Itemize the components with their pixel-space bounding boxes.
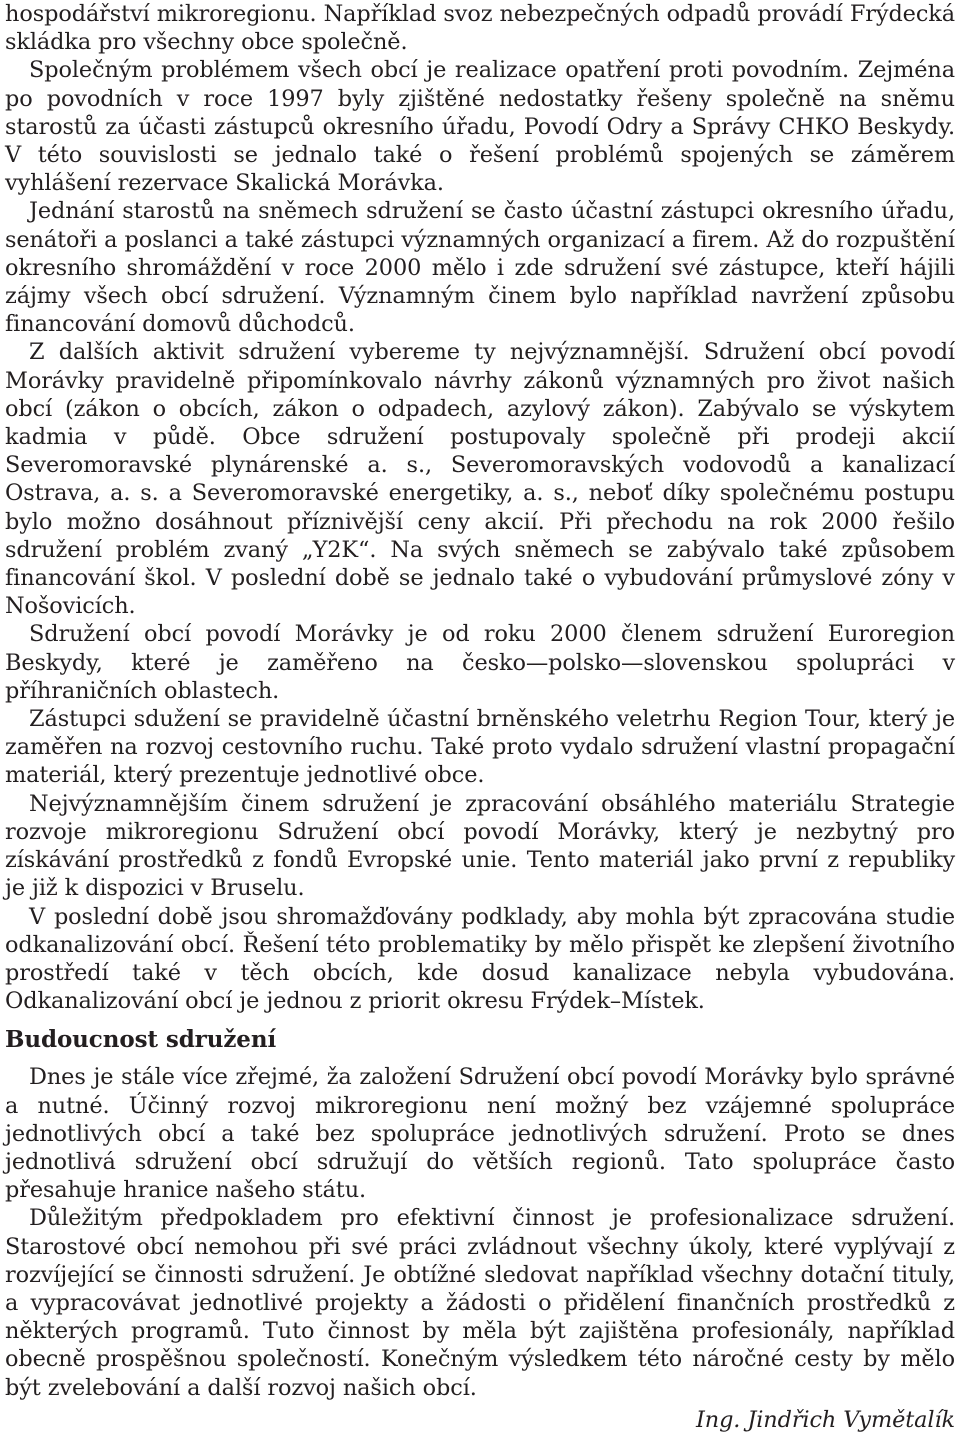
- paragraph-strategy: Nejvýznamnějším činem sdružení je zpracování obsáhlého materiálu Strategie rozvoje mikroregionu Sdružení obcí povodí Morávky, který je nezbytný pro získávání prostředků z fondů Evropské unie. Tento materiál jako první z republiky je již k dispozici v Bruselu.: [5, 790, 955, 902]
- section-heading: Budoucnost sdružení: [5, 1026, 277, 1054]
- paragraph-continuation: hospodářství mikroregionu. Například svoz nebezpečných odpadů provádí Frýdecká skládka pro všechny obce společně.: [5, 1, 955, 56]
- paragraph-future: Dnes je stále více zřejmé, ža založení Sdružení obcí povodí Morávky bylo správné a nutné. Účinný rozvoj mikroregionu není možný bez vzájemné spolupráce jednotlivých obcí a také bez spolupráce jednotlivých sdružení. Proto se dnes jednotlivá sdružení obcí sdružují do větších regionů. Tato spolupráce často přesahuje hranice našeho státu.: [5, 1064, 955, 1204]
- paragraph-meetings: Jednání starostů na sněmech sdružení se často účastní zástupci okresního úřadu, senátoři a poslanci a také zástupci významných organizací a firem. Až do rozpuštění okresního shromáždění v roce 2000 mělo i zde sdružení své zástupce, kteří hájili zájmy všech obcí sdružení. Významným činem bylo například navržení způsobu financování domovů důchodců.: [5, 198, 955, 338]
- author-signature: Ing. Jindřich Vymětalík: [696, 1406, 955, 1433]
- paragraph-professionalization: Důležitým předpokladem pro efektivní činnost je profesionalizace sdružení. Starostové obcí nemohou při své práci zvládnout všechny úkoly, které vyplývají z rozvíjející se činnosti sdružení. Je obtížné sledovat například všechny dotační tituly, a vypracovávat jednotlivé projekty a žádosti o přidělení finančních prostředků z některých programů. Tuto činnost by měla být zajištěna profesionály, například obecně prospěšnou společností. Konečným výsledkem této náročné cesty by mělo být zvelebování a další rozvoj našich obcí.: [5, 1205, 955, 1401]
- paragraph-euroregion: Sdružení obcí povodí Morávky je od roku 2000 členem sdružení Euroregion Beskydy, které je zaměřeno na česko—polsko—slovenskou spolupráci v příhraničních oblastech.: [5, 621, 955, 704]
- paragraph-region-tour: Zástupci sdužení se pravidelně účastní brněnského veletrhu Region Tour, který je zaměřen na rozvoj cestovního ruchu. Také proto vydalo sdružení vlastní propagační materiál, který prezentuje jednotlivé obce.: [5, 706, 955, 789]
- document-page: [5, 0, 955, 1434]
- paragraph-activities: Z dalších aktivit sdružení vybereme ty nejvýznamnější. Sdružení obcí povodí Morávky pravidelně připomínkovalo návrhy zákonů významných pro život našich obcí (zákon o obcích, zákon o odpadech, azylový zákon). Zabývalo se výskytem kadmia v půdě. Obce sdružení postupovaly společně při prodeji akcií Severomoravské plynárenské a. s., Severomoravských vodovodů a kanalizací Ostrava, a. s. a Severomoravské energetiky, a. s., neboť díky společnému postupu bylo možno dosáhnout příznivější ceny akcií. Při přechodu na rok 2000 řešilo sdružení problém zvaný „Y2K“. Na svých sněmech se zabývalo také způsobem financování škol. V poslední době se jednalo také o vybudování průmyslové zóny v Nošovicích.: [5, 339, 955, 620]
- paragraph-flood-measures: Společným problémem všech obcí je realizace opatření proti povodním. Zejména po povodních v roce 1997 byly zjištěné nedostatky řešeny společně na sněmu starostů za účasti zástupců okresního úřadu, Povodí Odry a Správy CHKO Beskydy. V této souvislosti se jednalo také o řešení problémů spojených se záměrem vyhlášení rezervace Skalická Morávka.: [5, 57, 955, 197]
- paragraph-sewerage: V poslední době jsou shromažďovány podklady, aby mohla být zpracována studie odkanalizování obcí. Řešení této problematiky by mělo přispět ke zlepšení životního prostředí také v těch obcích, kde dosud kanalizace nebyla vybudována. Odkanalizování obcí je jednou z priorit okresu Frýdek–Místek.: [5, 903, 955, 1015]
